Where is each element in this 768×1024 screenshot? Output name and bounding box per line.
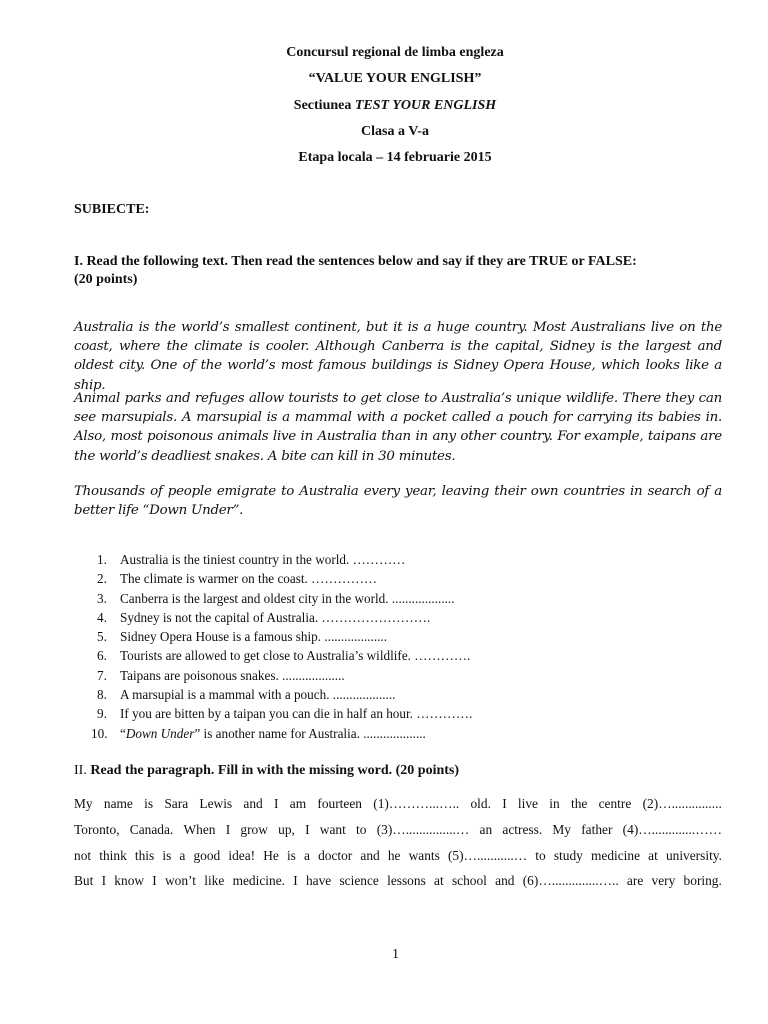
fill-in-word: (3)…...............… xyxy=(376,822,470,837)
fill-in-line xyxy=(74,873,722,889)
page-number: 1 xyxy=(392,947,399,962)
fill-in-word: When xyxy=(183,822,216,837)
fill-in-word: school xyxy=(451,873,487,888)
fill-in-word: a xyxy=(304,848,310,863)
fill-in-word: not xyxy=(74,848,92,863)
fill-in-word: won’t xyxy=(165,873,196,888)
fill-in-word: He xyxy=(263,848,279,863)
fill-in-word: to xyxy=(535,848,546,863)
fill-in-word: in xyxy=(549,796,560,811)
fill-in-word: very xyxy=(651,873,676,888)
fill-in-line xyxy=(74,822,722,838)
fill-in-word: fourteen xyxy=(317,796,362,811)
reading-paragraph: Animal parks and refuges allow tourists to get close to Australia’s unique wildlife. There they can see marsupials. A marsupial is a mammal with a pocket called a pouch for carrying its babies in. Also, most poisonous animals live in Australia than in any other country. For example, taipans are the world’s deadliest snakes. A bite can kill in 30 minutes. xyxy=(74,391,722,464)
fill-in-word: father xyxy=(581,822,613,837)
fill-in-word: and xyxy=(495,873,515,888)
fill-in-word: My xyxy=(552,822,571,837)
reading-paragraph: Australia is the world’s smallest continent, but it is a huge country. Most Australians live on the coast, where the climate is cooler. Although Canberra is the capital, Sidney is the largest and oldest city. One of the world’s most famous buildings is Sidney Opera House, which looks like a ship. xyxy=(74,320,722,393)
fill-in-word: Toronto, xyxy=(74,822,120,837)
statement-item: 7. Taipans are poisonous snakes. ................... xyxy=(97,667,345,683)
fill-in-word: up, xyxy=(278,822,295,837)
fill-in-word: at xyxy=(648,848,658,863)
statement-item: 6. Tourists are allowed to get close to Australia’s wildlife. …………. xyxy=(97,648,471,664)
fill-in-word: am xyxy=(289,796,307,811)
fill-in-word: this xyxy=(134,848,155,863)
fill-in-word: good xyxy=(193,848,221,863)
fill-in-line xyxy=(74,796,722,812)
fill-in-word: I xyxy=(274,796,279,811)
fill-in-word: I xyxy=(101,873,107,888)
fill-in-word: want xyxy=(319,822,346,837)
reading-paragraph: Thousands of people emigrate to Australia every year, leaving their own countries in search of a better life “Down Under”. xyxy=(74,484,722,519)
fill-in-word: (4)….............…… xyxy=(622,822,722,837)
fill-in-word: I xyxy=(305,822,310,837)
fill-in-word: (1)………...….. xyxy=(373,796,460,811)
document-header xyxy=(0,40,768,171)
contest-name: “VALUE YOUR ENGLISH” xyxy=(308,71,482,87)
fill-in-word: grow xyxy=(240,822,268,837)
section1-heading: I. Read the following text. Then read the sentences below and say if they are TRUE or FALSE: (20 points) xyxy=(74,254,637,287)
fill-in-word: medicine xyxy=(590,848,641,863)
fill-in-word: (5)…...........… xyxy=(447,848,528,863)
statement-item: 8. A marsupial is a mammal with a pouch. ................... xyxy=(97,687,396,703)
fill-in-word: have xyxy=(305,873,332,888)
subjects-label: SUBIECTE: xyxy=(74,202,150,217)
true-false-statements xyxy=(74,550,724,743)
statement-item: 9. If you are bitten by a taipan you can die in half an hour. …………. xyxy=(97,706,473,722)
fill-in-word: a xyxy=(179,848,186,863)
fill-in-word: live xyxy=(517,796,539,811)
fill-in-word: doctor xyxy=(318,848,353,863)
fill-in-word: and xyxy=(243,796,263,811)
fill-in-word: and xyxy=(360,848,380,863)
fill-in-word: old. xyxy=(470,796,491,811)
contest-title: Concursul regional de limba engleza xyxy=(286,45,504,60)
fill-in-word: at xyxy=(434,873,444,888)
fill-in-word: idea! xyxy=(228,848,256,863)
fill-in-word: the xyxy=(570,796,588,811)
fill-in-word: medicine. xyxy=(232,873,285,888)
fill-in-word: lessons xyxy=(387,873,426,888)
statement-item: 2. The climate is warmer on the coast. …………… xyxy=(97,571,378,587)
section2-heading: II. Read the paragraph. Fill in with the missing word. (20 points) xyxy=(74,763,460,778)
fill-in-word: My xyxy=(74,796,93,811)
fill-in-word: is xyxy=(162,848,172,863)
fill-in-word: to xyxy=(356,822,367,837)
fill-in-word: But xyxy=(74,873,94,888)
fill-in-word: I xyxy=(293,873,298,888)
fill-in-word: study xyxy=(553,848,583,863)
fill-in-word: I xyxy=(225,822,231,837)
statement-item: 1. Australia is the tiniest country in the world. ………… xyxy=(97,552,406,567)
fill-in-word: name xyxy=(103,796,133,811)
fill-in-word: actress. xyxy=(502,822,543,837)
stage-date: Etapa locala – 14 februarie 2015 xyxy=(298,150,492,166)
fill-in-word: Lewis xyxy=(199,796,233,811)
fill-in-word: (2)…............... xyxy=(642,796,722,811)
fill-in-line xyxy=(74,848,722,864)
fill-in-word: is xyxy=(286,848,296,863)
fill-in-word: science xyxy=(339,873,379,888)
fill-in-word: Sara xyxy=(164,796,189,811)
fill-in-word: I xyxy=(502,796,507,811)
statement-item: 5. Sidney Opera House is a famous ship. ................... xyxy=(97,629,388,645)
statement-item: 3. Canberra is the largest and oldest city in the world. ................... xyxy=(97,590,455,606)
fill-in-word: (6)…..............….. xyxy=(522,873,619,888)
fill-in-word: wants xyxy=(408,848,440,863)
fill-in-word: university. xyxy=(665,848,722,863)
fill-in-word: he xyxy=(387,848,401,863)
fill-in-word: Canada. xyxy=(129,822,174,837)
fill-in-word: centre xyxy=(598,796,632,811)
statement-item: 10. “Down Under” is another name for Australia. ................... xyxy=(91,725,426,741)
section-name: Sectiunea TEST YOUR ENGLISH xyxy=(293,97,497,113)
fill-in-word: is xyxy=(144,796,154,811)
fill-in-word: are xyxy=(626,873,644,888)
fill-in-word: think xyxy=(99,848,127,863)
fill-in-word: know xyxy=(114,873,145,888)
fill-in-word: I xyxy=(152,873,157,888)
statement-item: 4. Sydney is not the capital of Australia. ……………………. xyxy=(97,609,431,625)
fill-in-word: an xyxy=(479,822,493,837)
fill-in-word: like xyxy=(204,873,225,888)
fill-in-word: boring. xyxy=(683,873,722,888)
grade-level: Clasa a V-a xyxy=(361,123,429,139)
